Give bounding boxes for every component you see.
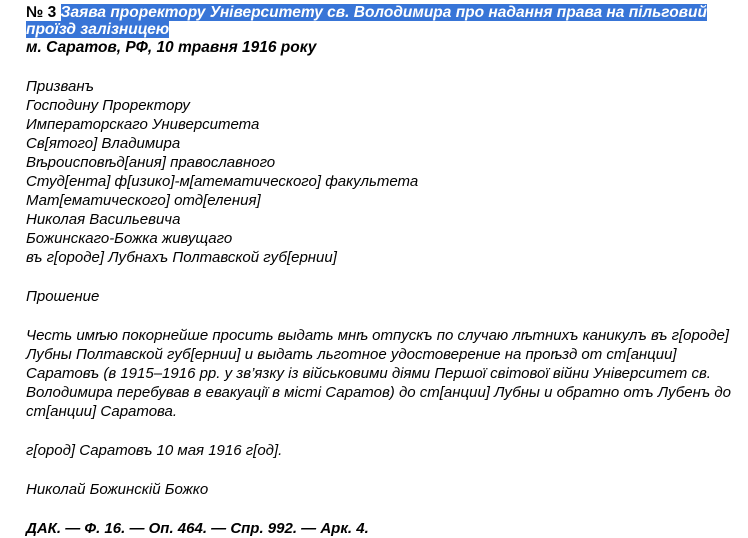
date-line: г[ород] Саратовъ 10 мая 1916 г[од]. — [26, 442, 283, 459]
petition-title: Прошение — [26, 288, 100, 305]
selected-title-text[interactable]: Заява проректору Університету св. Володимира про надання права на пільговий проїзд залізницею — [26, 4, 707, 38]
address-line: Вѣроисповѣд[ания] православного — [26, 154, 276, 171]
place-date: м. Саратов, РФ, 10 травня 1916 року — [26, 39, 317, 56]
address-line: Господину Проректору — [26, 97, 190, 114]
address-line: Студ[ента] ф[изико]-м[атематического] факультета — [26, 173, 419, 190]
document — [26, 4, 738, 538]
archive-reference: ДАК. — Ф. 16. — Оп. 464. — Спр. 992. — Арк. 4. — [26, 520, 369, 537]
address-block — [26, 77, 738, 267]
document-title — [26, 4, 738, 38]
document-number: № 3 — [26, 4, 57, 21]
petition-body: Честь имѣю покорнейше просить выдать мнѣ отпускъ по случаю лѣтнихъ каникулъ въ г[ороде] Лубны Полтавской губ[ернии] и выдать льготное удостоверение на проѣзд от ст[анции] Саратовъ (в 1915–1916 рр. у зв’язку із військовими діями Першої світової війни Університет св. Володимира перебував в евакуації в місті Саратов) до ст[анции] Лубны и обратно отъ Лубенъ до ст[анции] Саратова. — [26, 327, 731, 420]
signature: Николай Божинскій Божко — [26, 481, 209, 498]
address-line: Мат[ематического] отд[еления] — [26, 192, 261, 209]
address-line: Императорскаго Университета — [26, 116, 260, 133]
address-line: Призванъ — [26, 78, 94, 95]
address-line: Св[ятого] Владимира — [26, 135, 181, 152]
address-line: въ г[ороде] Лубнахъ Полтавской губ[ернии] — [26, 249, 337, 266]
address-line: Николая Васильевича — [26, 211, 181, 228]
address-line: Божинскаго-Божка живущаго — [26, 230, 233, 247]
